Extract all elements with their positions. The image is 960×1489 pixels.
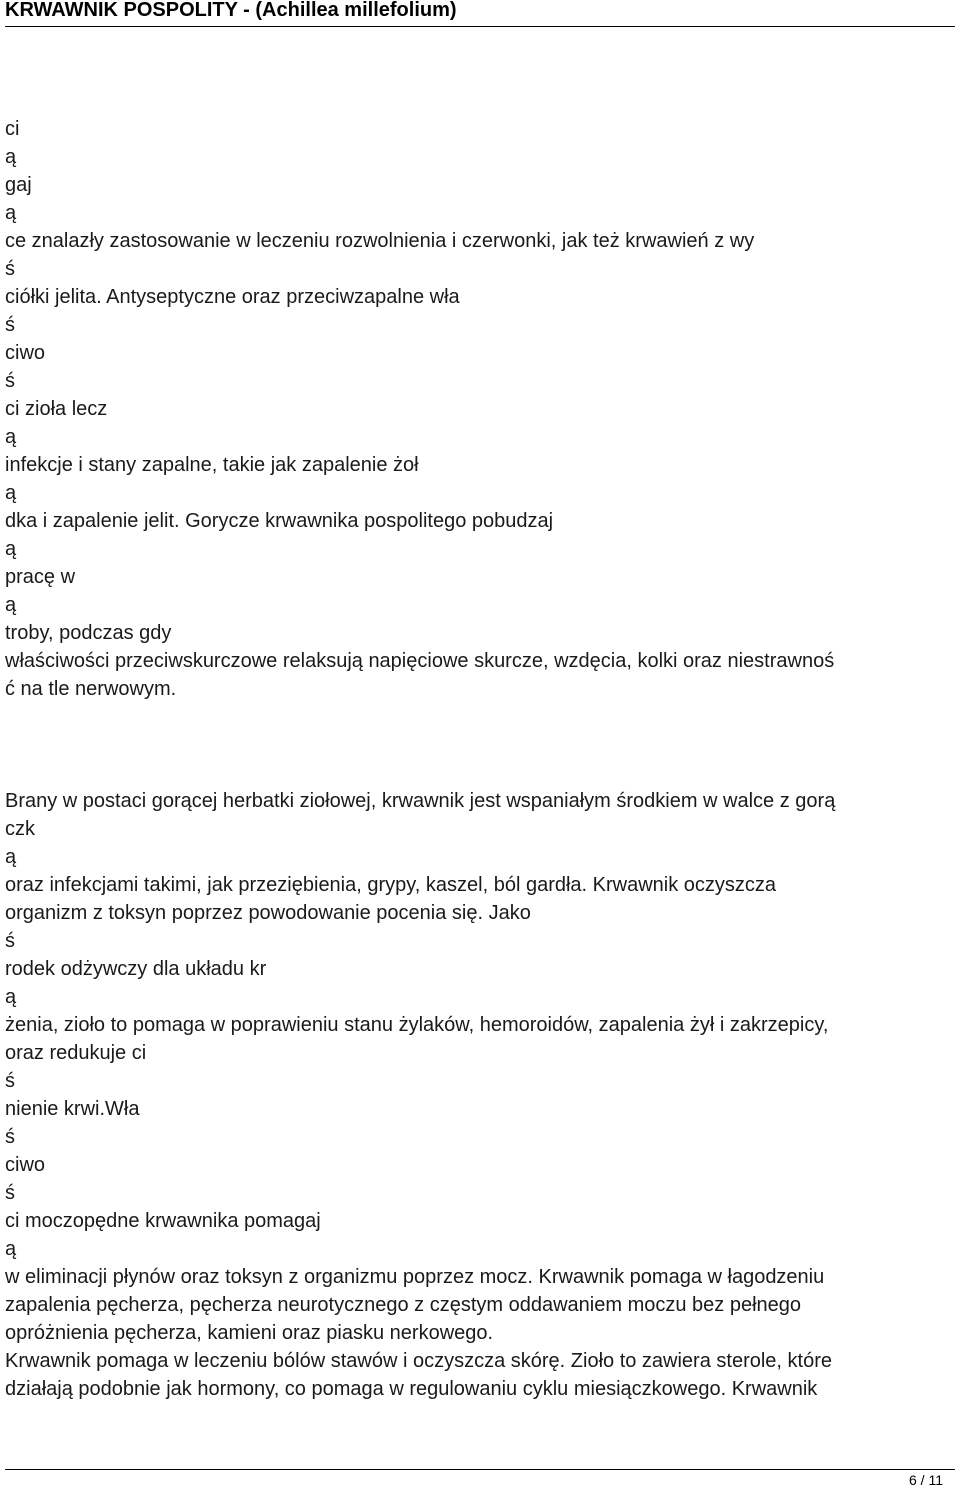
text-line: ą <box>5 594 17 616</box>
text-line: ciółki jelita. Antyseptyczne oraz przeciwzapalne wła <box>5 286 460 308</box>
text-line: ć na tle nerwowym. <box>5 678 177 700</box>
text-line: w eliminacji płynów oraz toksyn z organizmu poprzez mocz. Krwawnik pomaga w łagodzeniu <box>5 1266 825 1288</box>
page-number: 6 / 11 <box>909 1472 943 1488</box>
page-header <box>5 0 955 27</box>
text-line: Krwawnik pomaga w leczeniu bólów stawów i oczyszcza skórę. Zioło to zawiera sterole, które <box>5 1350 833 1372</box>
page-footer <box>5 1469 955 1488</box>
text-line: ą <box>5 146 17 168</box>
paragraph-1 <box>5 115 955 703</box>
text-line: ci moczopędne krwawnika pomagaj <box>5 1210 321 1232</box>
text-line: infekcje i stany zapalne, takie jak zapalenie żoł <box>5 454 419 476</box>
text-line: ś <box>5 258 15 280</box>
text-line: gaj <box>5 174 32 196</box>
text-line: żenia, zioło to pomaga w poprawieniu stanu żylaków, hemoroidów, zapalenia żył i zakrzepicy, <box>5 1014 829 1036</box>
text-line: ś <box>5 370 15 392</box>
text-line: ciwo <box>5 342 46 364</box>
text-line: rodek odżywczy dla układu kr <box>5 958 267 980</box>
text-line: pracę w <box>5 566 76 588</box>
text-line: ą <box>5 482 17 504</box>
text-line: ą <box>5 1238 17 1260</box>
text-line: nienie krwi.Wła <box>5 1098 140 1120</box>
document-title: KRWAWNIK POSPOLITY - (Achillea millefolium) <box>5 0 457 21</box>
text-line: ą <box>5 426 17 448</box>
text-line: ciwo <box>5 1154 46 1176</box>
text-line: ś <box>5 930 15 952</box>
text-line: ą <box>5 986 17 1008</box>
text-line: ci zioła lecz <box>5 398 108 420</box>
text-line: troby, podczas gdy <box>5 622 172 644</box>
text-line: organizm z toksyn poprzez powodowanie pocenia się. Jako <box>5 902 531 924</box>
text-line: oraz infekcjami takimi, jak przeziębienia, grypy, kaszel, ból gardła. Krwawnik oczyszcza <box>5 874 777 896</box>
text-line: ą <box>5 846 17 868</box>
text-line: ś <box>5 1070 15 1092</box>
text-line: działają podobnie jak hormony, co pomaga w regulowaniu cyklu miesiączkowego. Krwawnik <box>5 1378 818 1400</box>
paragraph-gap <box>5 703 955 787</box>
paragraph-2 <box>5 787 955 1403</box>
text-line: ce znalazły zastosowanie w leczeniu rozwolnienia i czerwonki, jak też krwawień z wy <box>5 230 755 252</box>
text-line: ś <box>5 1182 15 1204</box>
text-line: zapalenia pęcherza, pęcherza neurotycznego z częstym oddawaniem moczu bez pełnego <box>5 1294 802 1316</box>
text-line: dka i zapalenie jelit. Gorycze krwawnika pospolitego pobudzaj <box>5 510 554 532</box>
text-line: oraz redukuje ci <box>5 1042 147 1064</box>
text-line: ą <box>5 202 17 224</box>
text-line: ś <box>5 314 15 336</box>
text-line: ą <box>5 538 17 560</box>
text-line: właściwości przeciwskurczowe relaksują napięciowe skurcze, wzdęcia, kolki oraz niestrawnoś <box>5 650 835 672</box>
text-line: Brany w postaci gorącej herbatki ziołowej, krwawnik jest wspaniałym środkiem w walce z gorą <box>5 790 836 812</box>
document-body <box>5 115 955 1403</box>
text-line: opróżnienia pęcherza, kamieni oraz piasku nerkowego. <box>5 1322 494 1344</box>
text-line: ci <box>5 118 20 140</box>
text-line: ś <box>5 1126 15 1148</box>
text-line: czk <box>5 818 35 840</box>
